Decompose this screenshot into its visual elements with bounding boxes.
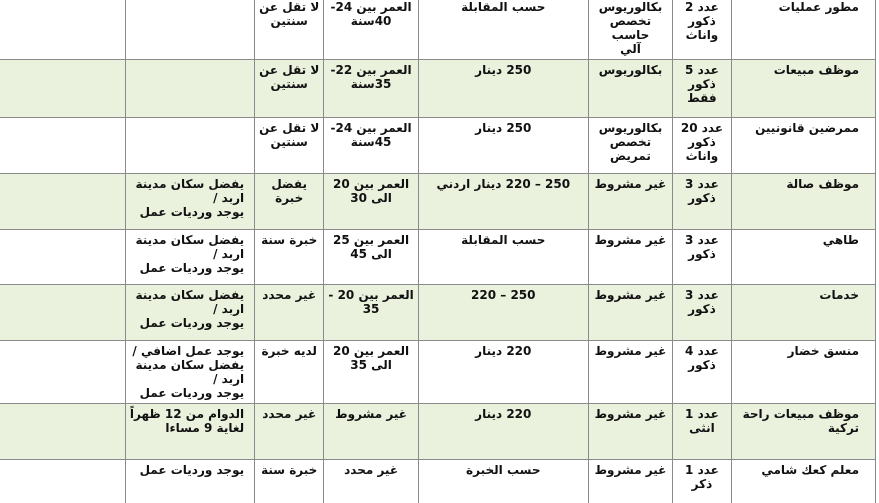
qualification-cell: غير مشروط	[588, 230, 673, 285]
job-title-cell: موظف مبيعات راحة تركية	[731, 404, 875, 460]
experience-cell: غير محدد	[255, 404, 324, 460]
table-row	[0, 460, 876, 503]
qualification-cell: بكالوريوس تخصص تمريض	[588, 118, 673, 174]
age-cell: العمر بين 22- 35سنة	[324, 60, 419, 118]
notes-cell: يوجد ورديات عمل	[125, 460, 254, 503]
qualification-cell: غير مشروط	[588, 404, 673, 460]
table-row	[0, 341, 876, 404]
job-title-cell: منسق خضار	[731, 341, 875, 404]
experience-cell: غير محدد	[255, 285, 324, 341]
headcount-cell: عدد 3 ذكور	[673, 174, 731, 230]
salary-cell: 220 دينار	[418, 404, 588, 460]
headcount-cell: عدد 1 ذكر	[673, 460, 731, 503]
experience-cell: لا تقل عن سنتين	[255, 0, 324, 60]
table-row	[0, 174, 876, 230]
headcount-cell: عدد 5 ذكور فقط	[673, 60, 731, 118]
notes-cell	[125, 118, 254, 174]
experience-cell: خبرة سنة	[255, 460, 324, 503]
salary-cell: 250 دينار	[418, 118, 588, 174]
salary-cell: 220 دينار	[418, 341, 588, 404]
qualification-cell: غير مشروط	[588, 460, 673, 503]
blank-cell	[0, 230, 125, 285]
job-title-cell: مطور عمليات	[731, 0, 875, 60]
salary-cell: 250 دينار	[418, 60, 588, 118]
age-cell: غير محدد	[324, 460, 419, 503]
qualification-cell: بكالوريوس تخصص حاسب آلي	[588, 0, 673, 60]
experience-cell: خبرة سنة	[255, 230, 324, 285]
notes-cell	[125, 0, 254, 60]
experience-cell: لا تقل عن سنتين	[255, 60, 324, 118]
age-cell: العمر بين 25 الى 45	[324, 230, 419, 285]
salary-cell: حسب المقابلة	[418, 0, 588, 60]
table-row	[0, 60, 876, 118]
job-title-cell: خدمات	[731, 285, 875, 341]
age-cell: العمر بين 20 الى 30	[324, 174, 419, 230]
salary-cell: 250 – 220	[418, 285, 588, 341]
headcount-cell: عدد 4 ذكور	[673, 341, 731, 404]
qualification-cell: غير مشروط	[588, 341, 673, 404]
experience-cell: لا تقل عن سنتين	[255, 118, 324, 174]
table-row	[0, 285, 876, 341]
blank-cell	[0, 285, 125, 341]
table-row	[0, 230, 876, 285]
blank-cell	[0, 118, 125, 174]
notes-cell: الدوام من 12 ظهراً لغاية 9 مساءا	[125, 404, 254, 460]
experience-cell: يفضل خبرة	[255, 174, 324, 230]
table-row	[0, 404, 876, 460]
notes-cell: يوجد عمل اضافي / يفضل سكان مدينة اربد / يوجد ورديات عمل	[125, 341, 254, 404]
job-title-cell: ممرضين قانونيين	[731, 118, 875, 174]
notes-cell	[125, 60, 254, 118]
headcount-cell: عدد 20 ذكور واناث	[673, 118, 731, 174]
blank-cell	[0, 0, 125, 60]
experience-cell: لديه خبرة	[255, 341, 324, 404]
age-cell: غير مشروط	[324, 404, 419, 460]
table-row	[0, 0, 876, 60]
blank-cell	[0, 174, 125, 230]
salary-cell: 250 – 220 دينار اردني	[418, 174, 588, 230]
qualification-cell: غير مشروط	[588, 285, 673, 341]
job-title-cell: معلم كعك شامي	[731, 460, 875, 503]
age-cell: العمر بين 24- 45سنة	[324, 118, 419, 174]
age-cell: العمر بين 20 الى 35	[324, 341, 419, 404]
age-cell: العمر بين 20 - 35	[324, 285, 419, 341]
qualification-cell: بكالوريوس	[588, 60, 673, 118]
headcount-cell: عدد 3 ذكور	[673, 285, 731, 341]
blank-cell	[0, 460, 125, 503]
qualification-cell: غير مشروط	[588, 174, 673, 230]
job-title-cell: موظف مبيعات	[731, 60, 875, 118]
notes-cell: يفضل سكان مدينة اربد / يوجد ورديات عمل	[125, 285, 254, 341]
notes-cell: يفضل سكان مدينة اربد / يوجد ورديات عمل	[125, 230, 254, 285]
blank-cell	[0, 404, 125, 460]
job-title-cell: طاهي	[731, 230, 875, 285]
job-title-cell: موظف صالة	[731, 174, 875, 230]
age-cell: العمر بين 24- 40سنة	[324, 0, 419, 60]
table-row	[0, 118, 876, 174]
blank-cell	[0, 341, 125, 404]
headcount-cell: عدد 1 انثى	[673, 404, 731, 460]
blank-cell	[0, 60, 125, 118]
salary-cell: حسب الخبرة	[418, 460, 588, 503]
headcount-cell: عدد 2 ذكور واناث	[673, 0, 731, 60]
notes-cell: يفضل سكان مدينة اربد / يوجد ورديات عمل	[125, 174, 254, 230]
headcount-cell: عدد 3 ذكور	[673, 230, 731, 285]
salary-cell: حسب المقابلة	[418, 230, 588, 285]
